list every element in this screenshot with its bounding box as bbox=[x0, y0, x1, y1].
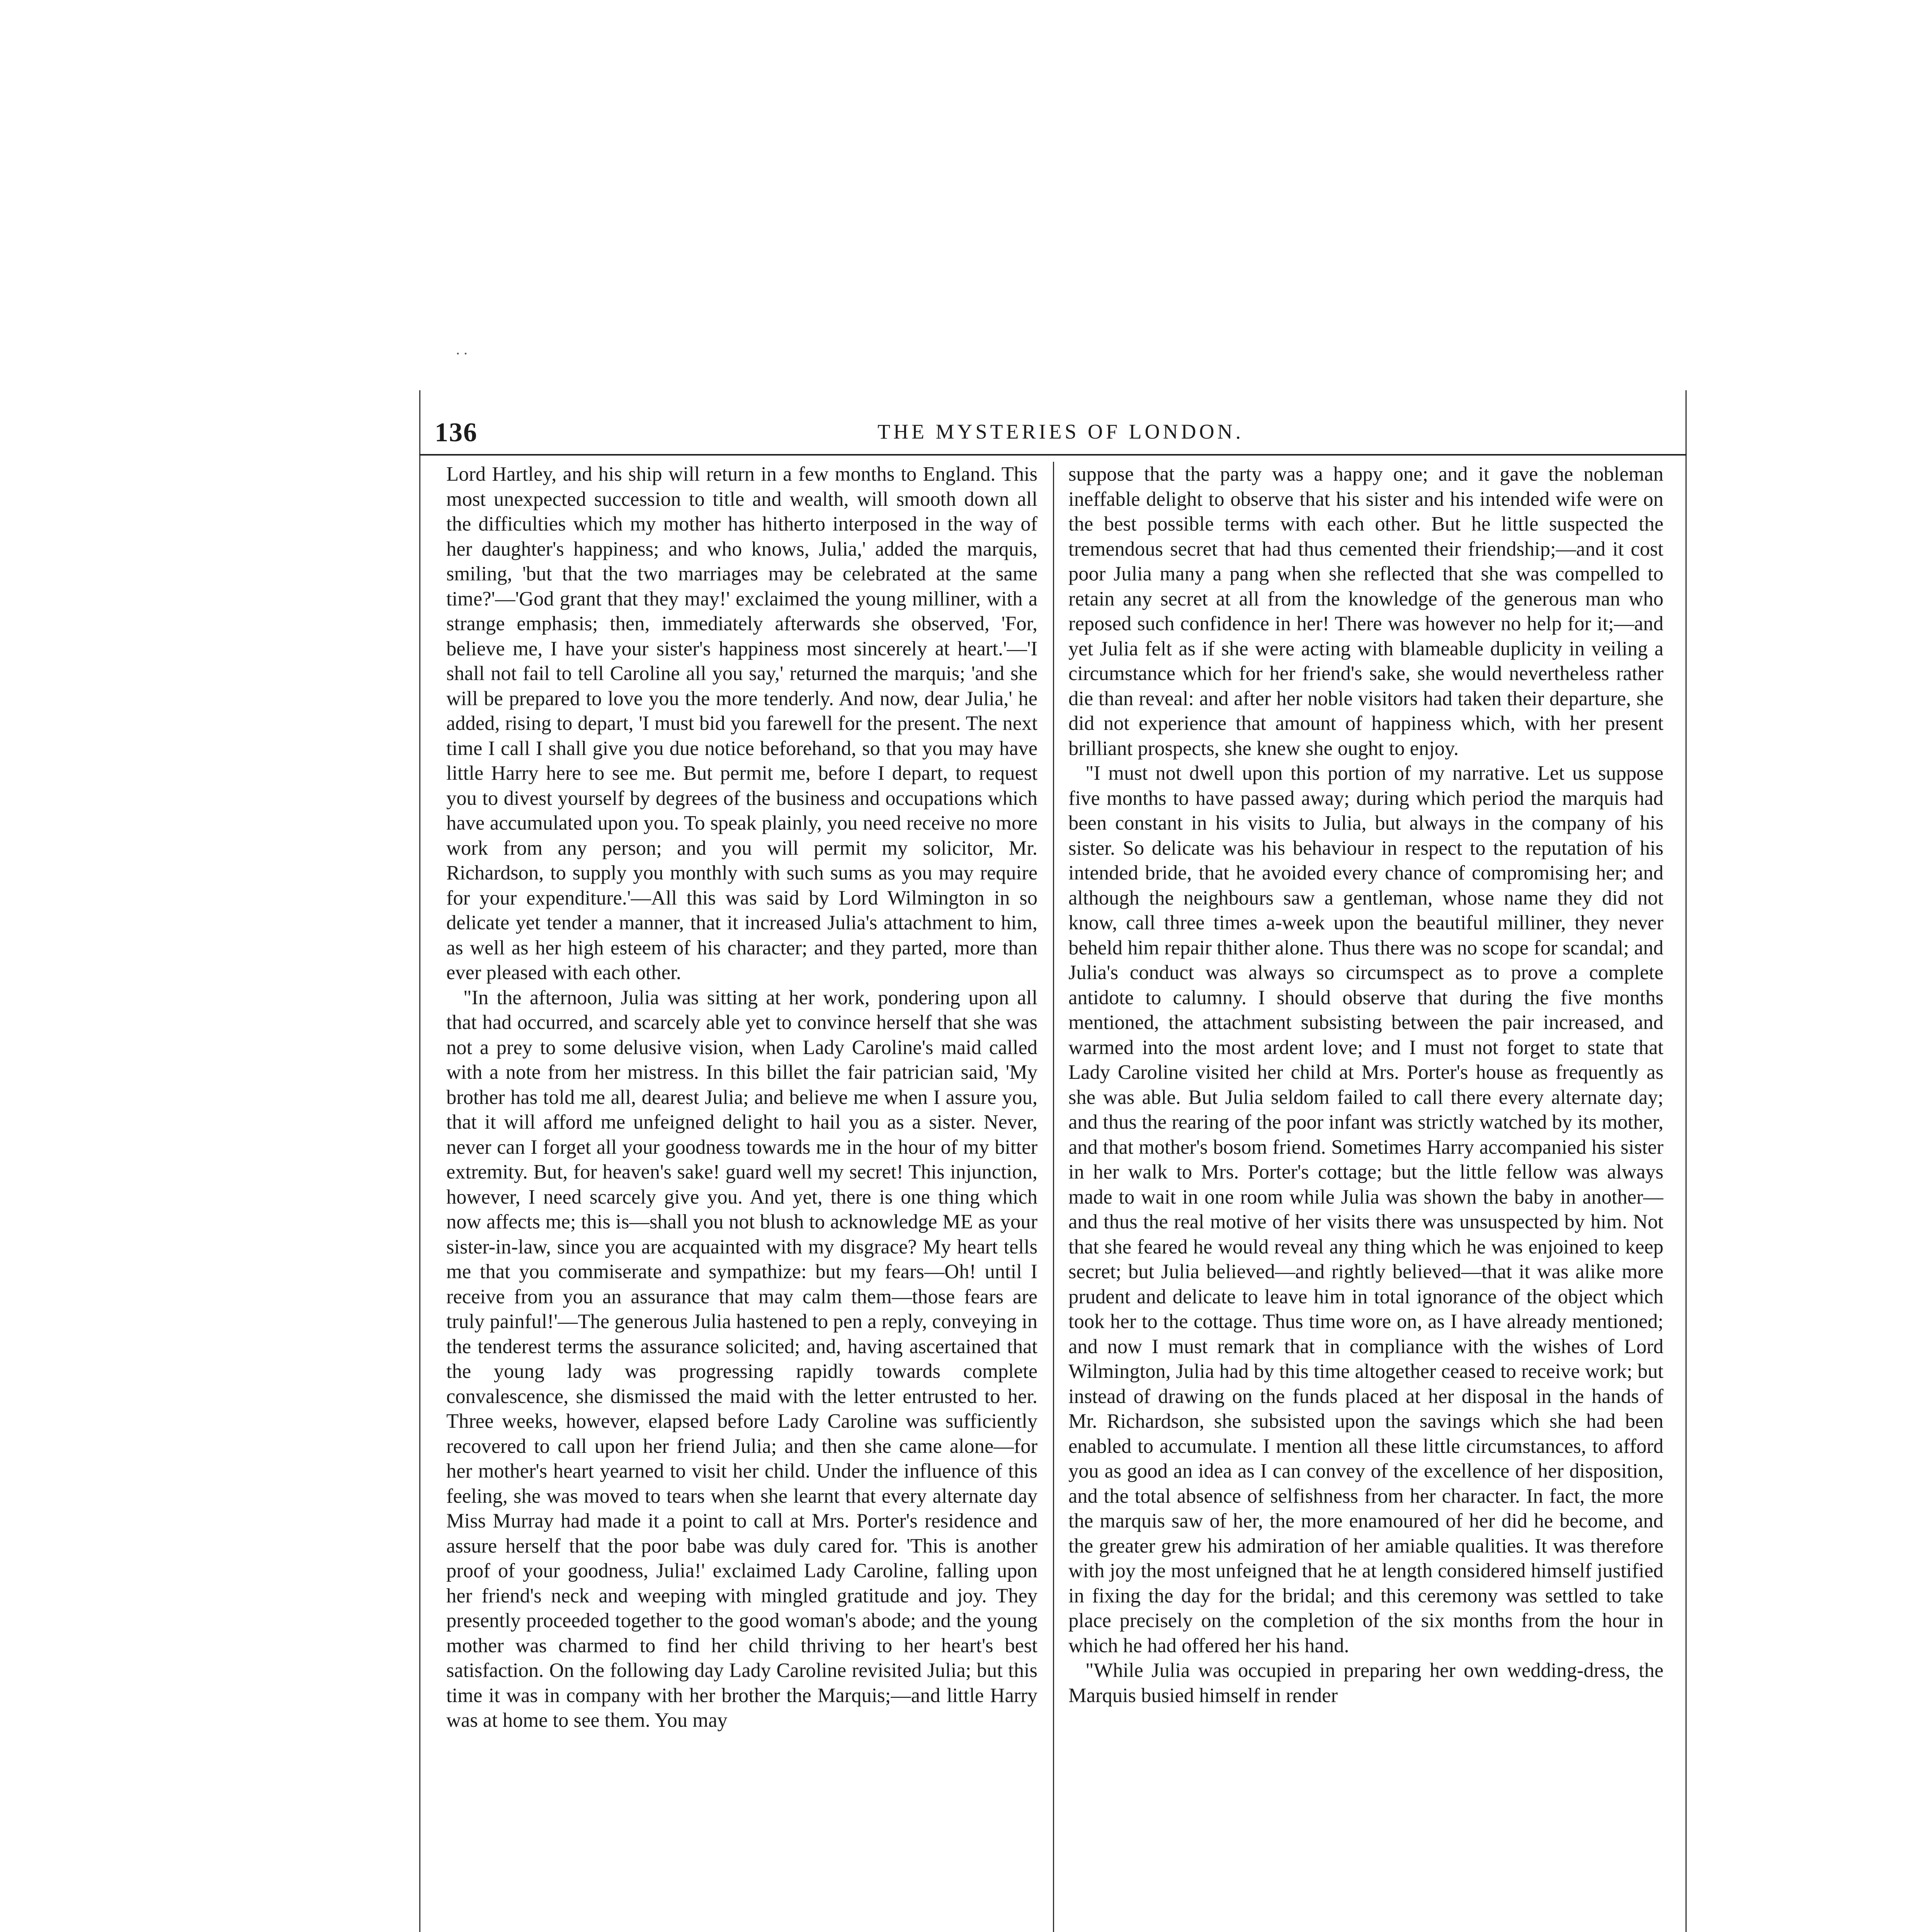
paragraph: "In the afternoon, Julia was sitting at her work, pondering upon all that had occurred, and scarcely able yet to convince herself that she was not a prey to some delusive vision, when Lady Caroline's maid called with a note from her mistress. In this billet the fair patrician said, 'My brother has told me all, dearest Julia; and believe me when I assure you, that it will afford me unfeigned delight to hail you as a sister. Never, never can I forget all your goodness towards me in the hour of my bitter extremity. But, for heaven's sake! guard well my secret! This injunction, however, I need scarcely give you. And yet, there is one thing which now affects me; this is—shall you not blush to acknowledge ME as your sister-in-law, since you are acquainted with my disgrace? My heart tells me that you commiserate and sympathize: but my fears—Oh! until I receive from you an assurance that may calm them—those fears are truly painful!'—The generous Julia hastened to pen a reply, conveying in the tenderest terms the assurance solicited; and, having ascertained that the young lady was progressing rapidly towards complete convalescence, she dismissed the maid with the letter entrusted to her. Three weeks, however, elapsed before Lady Caroline was sufficiently recovered to call upon her friend Julia; and then she came alone—for her mother's heart yearned to visit her child. Under the influence of this feeling, she was moved to tears when she learnt that every alternate day Miss Murray had made it a point to call at Mrs. Porter's residence and assure herself that the poor babe was duly cared for. 'This is another proof of your goodness, Julia!' exclaimed Lady Caroline, falling upon her friend's neck and weeping with mingled gratitude and joy. They presently proceeded together to the good woman's abode; and the young mother was charmed to find her child thriving to her heart's best satisfaction. On the following day Lady Caroline revisited Julia; but this time it was in company with her brother the Marquis;—and little Harry was at home to see them. You may bbox=[446, 986, 1037, 1731]
page-number: 136 bbox=[435, 418, 478, 447]
ink-specks: . . bbox=[456, 340, 468, 358]
page-header bbox=[435, 406, 1687, 452]
page-border-right bbox=[1685, 390, 1687, 1932]
header-rule bbox=[419, 454, 1687, 456]
book-page bbox=[419, 390, 1687, 1932]
paragraph: "I must not dwell upon this portion of my narrative. Let us suppose five months to have passed away; during which period the marquis had been constant in his visits to Julia, but always in the company of his sister. So delicate was his behaviour in respect to the reputation of his intended bride, that he avoided every chance of compromising her; and although the neighbours saw a gentleman, whose name they did not know, call three times a-week upon the beautiful milliner, they never beheld him repair thither alone. Thus there was no scope for scandal; and Julia's conduct was always so circumspect as to prove a complete antidote to calumny. I should observe that during the five months mentioned, the attachment subsisting between the pair increased, and warmed into the most ardent love; and I must not forget to state that Lady Caroline visited her child at Mrs. Porter's house as frequently as she was able. But Julia seldom failed to call there every alternate day; and thus the rearing of the poor infant was strictly watched by its mother, and that mother's bosom friend. Sometimes Harry accompanied his sister in her walk to Mrs. Porter's cottage; but the little fellow was always made to wait in one room while Julia was shown the baby in another—and thus the real motive of her visits there was unsuspected by him. Not that she feared he would reveal any thing which he was enjoined to keep secret; but Julia believed—and rightly believed—that it was alike more prudent and delicate to leave him in total ignorance of the object which took her to the cottage. Thus time wore on, as I have already mentioned; and now I must remark that in compliance with the wishes of Lord Wilmington, Julia had by this time altogether ceased to receive work; but instead of drawing on the funds placed at her disposal in the hands of Mr. Richardson, she subsisted upon the savings which she had been enabled to accumulate. I mention all these little circumstances, to afford you as good an idea as I can convey of the excellence of her disposition, and the total absence of selfishness from her character. In fact, the more the marquis saw of her, the more enamoured of her did he become, and the greater grew his admiration of her amiable qualities. It was therefore with joy the most unfeigned that he at length considered himself justified in fixing the day for the bridal; and this ceremony was settled to take place precisely on the completion of the six months from the hour in which he had offered her his hand. bbox=[1068, 762, 1663, 1657]
left-column bbox=[446, 462, 1037, 1932]
right-column bbox=[1068, 462, 1663, 1932]
paragraph: suppose that the party was a happy one; and it gave the nobleman ineffable delight to observe that his sister and his intended wife were on the best possible terms with each other. But he little suspected the tremendous secret that had thus cemented their friendship;—and it cost poor Julia many a pang when she reflected that she was compelled to retain any secret at all from the knowledge of the generous man who reposed such confidence in her! There was however no help for it;—and yet Julia felt as if she were acting with blameable duplicity in veiling a circumstance which for her friend's sake, she would nevertheless rather die than reveal: and after her noble visitors had taken their departure, she did not experience that amount of happiness which, with her present brilliant prospects, she knew she ought to enjoy. bbox=[1068, 463, 1663, 760]
page-border-left bbox=[419, 390, 420, 1932]
paragraph: Lord Hartley, and his ship will return in a few months to England. This most unexpected succession to title and wealth, will smooth down all the difficulties which my mother has hitherto interposed in the way of her daughter's happiness; and who knows, Julia,' added the marquis, smiling, 'but that the two marriages may be celebrated at the same time?'—'God grant that they may!' exclaimed the young milliner, with a strange emphasis; then, immediately afterwards she observed, 'For, believe me, I have your sister's happiness most sincerely at heart.'—'I shall not fail to tell Caroline all you say,' returned the marquis; 'and she will be prepared to love you the more tenderly. And now, dear Julia,' he added, rising to depart, 'I must bid you farewell for the present. The next time I call I shall give you due notice beforehand, so that you may have little Harry here to see me. But permit me, before I depart, to request you to divest yourself by degrees of the business and occupations which have accumulated upon you. To speak plainly, you need receive no more work from any person; and you will permit my solicitor, Mr. Richardson, to supply you monthly with such sums as you may require for your expenditure.'—All this was said by Lord Wilmington in so delicate yet tender a manner, that it increased Julia's attachment to him, as well as her high esteem of his character; and they parted, more than ever pleased with each other. bbox=[446, 463, 1037, 984]
running-title: THE MYSTERIES OF LONDON. bbox=[878, 420, 1244, 443]
paragraph: "While Julia was occupied in preparing her own wedding-dress, the Marquis busied himself in render bbox=[1068, 1659, 1663, 1707]
column-divider bbox=[1053, 462, 1054, 1932]
